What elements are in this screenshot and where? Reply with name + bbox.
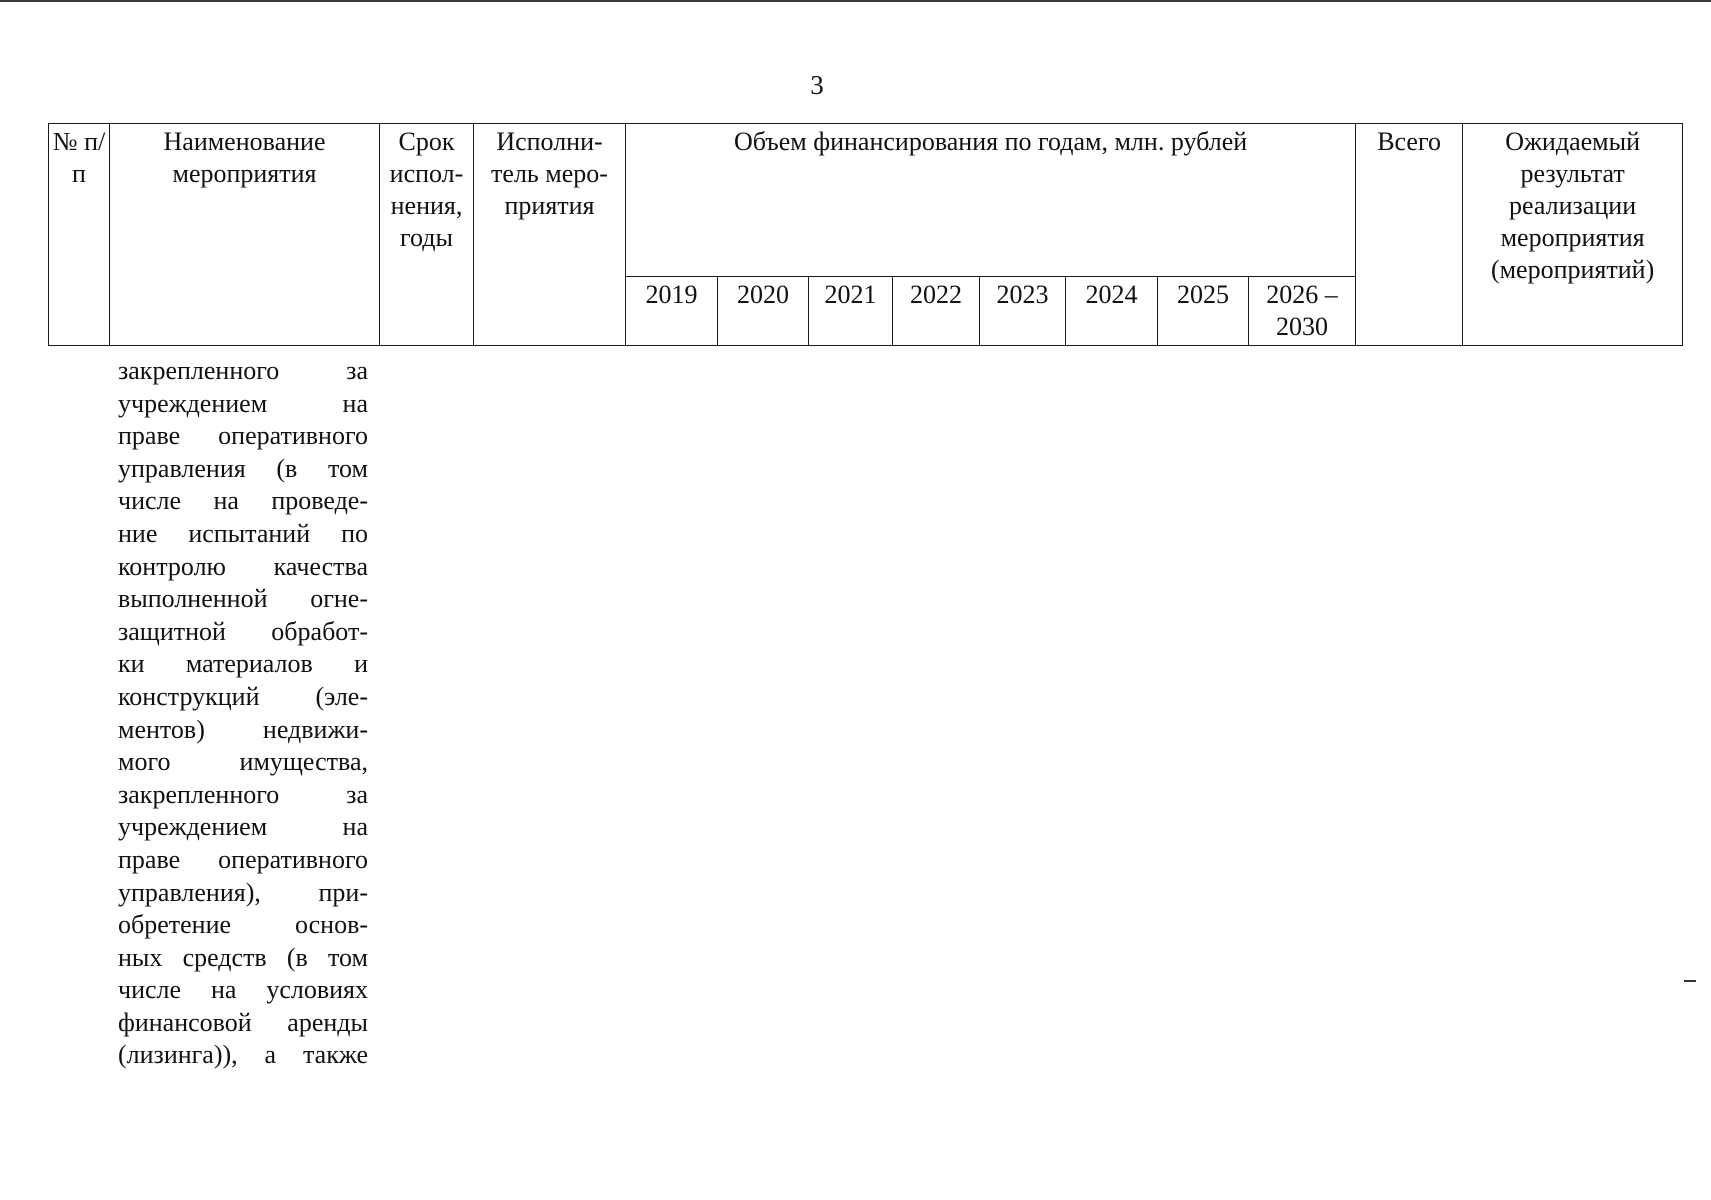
- text-line: управления (в том: [118, 453, 368, 483]
- text-line: числе на условиях: [118, 975, 368, 1005]
- text-line: (лизинга)), а также: [118, 1040, 368, 1070]
- text-line: праве оперативного: [118, 421, 368, 451]
- top-border-line: [0, 0, 1711, 2]
- header-executor: Исполни-тель меро-приятия: [474, 124, 626, 346]
- page-number: 3: [810, 70, 824, 100]
- text-line: ных средств (в том: [118, 942, 368, 972]
- text-line: числе на проведе-: [118, 486, 368, 516]
- text-line: ментов) недвижи-: [118, 714, 368, 744]
- text-line: контролю качества: [118, 551, 368, 581]
- header-year: 2026 – 2030: [1249, 277, 1356, 346]
- header-year: 2024: [1066, 277, 1158, 346]
- header-year: 2025: [1158, 277, 1249, 346]
- text-line: учреждением на: [118, 812, 368, 842]
- header-year: 2023: [980, 277, 1066, 346]
- header-year: 2019: [626, 277, 718, 346]
- measure-name-continuation: [118, 355, 368, 1072]
- header-name: Наименование мероприятия: [110, 124, 380, 346]
- text-line: обретение основ-: [118, 910, 368, 940]
- header-result: Ожидаемый результат реализации мероприятия (мероприятий): [1463, 124, 1683, 346]
- text-line: учреждением на: [118, 388, 368, 418]
- header-number: № п/п: [49, 124, 110, 346]
- margin-dash-mark: [1684, 980, 1696, 982]
- header-year: 2020: [718, 277, 809, 346]
- text-line: мого имущества,: [118, 747, 368, 777]
- header-year: 2021: [809, 277, 893, 346]
- header-year: 2022: [893, 277, 980, 346]
- text-line: закрепленного за: [118, 779, 368, 809]
- text-line: выполненной огне-: [118, 584, 368, 614]
- text-line: финансовой аренды: [118, 1007, 368, 1037]
- table-header-row: [49, 124, 1683, 277]
- header-term: Срок испол-нения, годы: [380, 124, 474, 346]
- text-line: защитной обработ-: [118, 616, 368, 646]
- text-line: конструкций (эле-: [118, 681, 368, 711]
- funding-plan-table: [48, 123, 1683, 346]
- text-line: праве оперативного: [118, 844, 368, 874]
- text-line: закрепленного за: [118, 356, 368, 385]
- header-funding: Объем финансирования по годам, млн. рублей: [626, 124, 1356, 277]
- text-line: ки материалов и: [118, 649, 368, 679]
- text-line: управления), при-: [118, 877, 368, 907]
- text-line: ние испытаний по: [118, 518, 368, 548]
- header-total: Всего: [1356, 124, 1463, 346]
